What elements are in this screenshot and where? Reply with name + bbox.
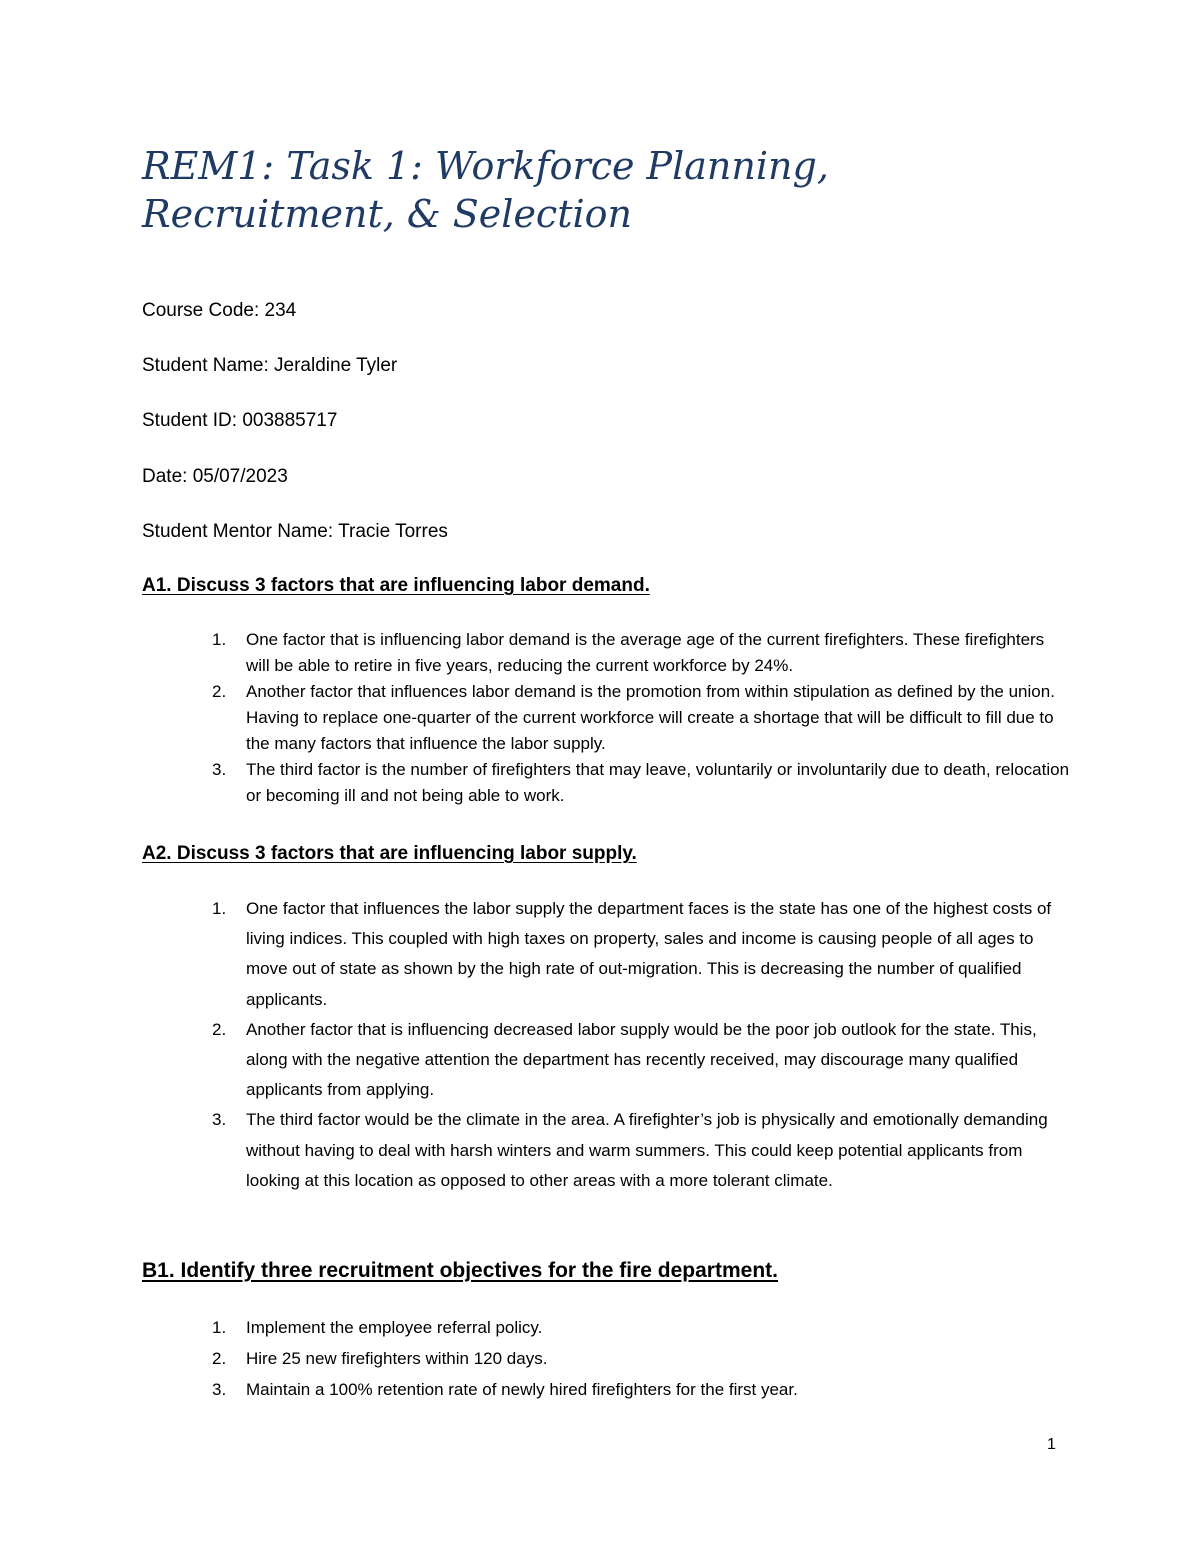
list-item <box>142 1374 1072 1405</box>
list-item-number: 2. <box>212 1019 227 1039</box>
mentor-name-value: Tracie Torres <box>338 521 448 542</box>
section-heading-b1: B1. Identify three recruitment objectives for the fire department. <box>142 1259 778 1282</box>
date-value: 05/07/2023 <box>192 466 288 487</box>
list-a1 <box>142 627 1072 809</box>
page-number: 1 <box>1047 1436 1056 1453</box>
list-item-text: Maintain a 100% retention rate of newly hired firefighters for the first year. <box>246 1380 798 1399</box>
list-item-text: The third factor is the number of firefighters that may leave, voluntarily or involuntarily due to death, relocation or becoming ill and not being able to work. <box>246 760 1070 805</box>
list-item-text: The third factor would be the climate in the area. A firefighter’s job is physically and emotionally demanding without having to deal with harsh winters and warm summers. This could keep potential applicants from looking at this location as opposed to other areas with a more tolerant climate. <box>246 1110 1048 1190</box>
list-item-number: 1. <box>212 899 227 918</box>
student-id-line <box>142 409 337 433</box>
list-item-number: 3. <box>212 760 227 779</box>
list-item <box>142 1343 1072 1374</box>
mentor-name-line <box>142 520 448 544</box>
student-name-value: Jeraldine Tyler <box>274 355 398 376</box>
list-item-number: 2. <box>212 682 227 701</box>
list-item <box>142 627 1072 679</box>
date-line <box>142 465 288 489</box>
document-title: REM1: Task 1: Workforce Planning, Recruitment, & Selection <box>142 144 829 236</box>
section-heading-a2: A2. Discuss 3 factors that are influencing labor supply. <box>142 843 637 864</box>
section-heading-a1: A1. Discuss 3 factors that are influencing labor demand. <box>142 575 650 596</box>
student-id-value: 003885717 <box>242 410 338 431</box>
list-item-text: Another factor that is influencing decreased labor supply would be the poor job outlook for the state. This, along with the negative attention the department has recently received, may discourage many qualified applicants from applying. <box>246 1019 1037 1100</box>
list-item <box>142 757 1072 809</box>
list-item-text: One factor that influences the labor supply the department faces is the state has one of the highest costs of living indices. This coupled with high taxes on property, sales and income is causing people of all ages to move out of state as shown by the high rate of out-migration. This is decreasing the number of qualified applicants. <box>246 899 1052 1009</box>
student-name-line <box>142 354 397 378</box>
list-item <box>142 1105 1072 1196</box>
student-name-label: Student Name: <box>142 355 269 376</box>
list-item-number: 1. <box>212 630 227 649</box>
list-item-number: 2. <box>212 1349 227 1368</box>
list-item-number: 3. <box>212 1110 227 1130</box>
list-item <box>142 1312 1072 1343</box>
course-code-line <box>142 299 296 323</box>
list-a2 <box>142 894 1072 1196</box>
course-code-label: Course Code: <box>142 300 260 321</box>
list-b1 <box>142 1312 1072 1405</box>
list-item-text: Hire 25 new firefighters within 120 days. <box>246 1349 548 1368</box>
list-item <box>142 1015 1072 1106</box>
course-code-value: 234 <box>264 300 297 321</box>
list-item-text: Implement the employee referral policy. <box>246 1318 543 1337</box>
student-id-label: Student ID: <box>142 410 238 431</box>
list-item-text: One factor that is influencing labor demand is the average age of the current firefighters. These firefighters will be able to retire in five years, reducing the current workforce by 24%. <box>246 630 1045 675</box>
list-item-number: 3. <box>212 1380 227 1399</box>
list-item-number: 1. <box>212 1318 227 1337</box>
date-label: Date: <box>142 466 188 487</box>
mentor-name-label: Student Mentor Name: <box>142 521 334 542</box>
list-item-text: Another factor that influences labor demand is the promotion from within stipulation as defined by the union. Having to replace one-quarter of the current workforce will create a shortage that will be difficult to fill due to the many factors that influence the labor supply. <box>246 682 1055 753</box>
list-item <box>142 894 1072 1015</box>
list-item <box>142 679 1072 757</box>
